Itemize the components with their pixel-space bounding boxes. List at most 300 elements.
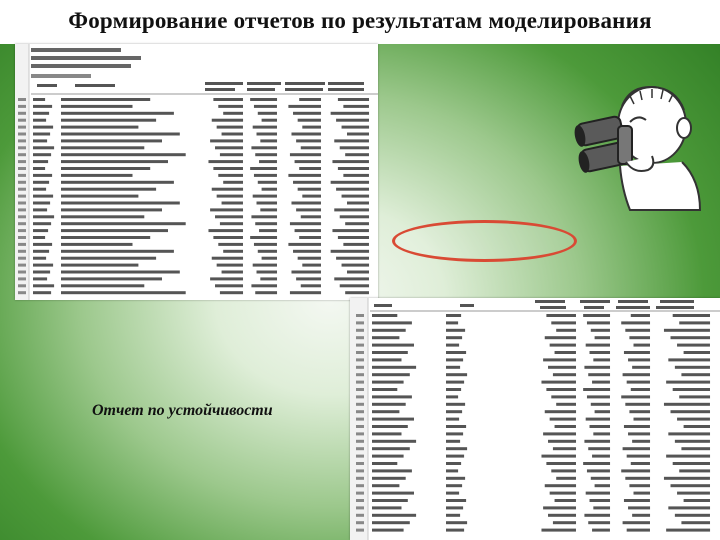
cell-text-mark: [298, 257, 321, 260]
cell-text-mark: [631, 388, 650, 391]
cell-text-mark: [331, 181, 369, 184]
cell-text-mark: [296, 139, 321, 142]
cell-text-mark: [343, 105, 369, 108]
cell-text-mark: [372, 373, 410, 376]
cell-text-mark: [259, 160, 277, 163]
cell-text-mark: [556, 329, 576, 332]
cell-text-mark: [372, 381, 404, 384]
cell-text-mark: [299, 236, 321, 239]
cell-text-mark: [666, 455, 710, 458]
cell-text-mark: [302, 195, 321, 198]
cell-text-mark: [33, 229, 48, 232]
cell-text-mark: [545, 484, 576, 487]
row-number-mark: [356, 351, 364, 354]
cell-text-mark: [299, 167, 321, 170]
cell-text-mark: [553, 447, 576, 450]
cell-text-mark: [627, 529, 650, 532]
cell-text-mark: [556, 403, 576, 406]
cell-text-mark: [210, 277, 243, 280]
cell-text-mark: [258, 250, 277, 253]
cell-text-mark: [591, 329, 610, 332]
cell-text-mark: [634, 344, 651, 347]
row-number-mark: [18, 174, 26, 177]
row-number-mark: [356, 410, 364, 413]
cell-text-mark: [372, 484, 399, 487]
cell-text-mark: [302, 264, 321, 267]
cell-text-mark: [345, 222, 369, 225]
cell-text-mark: [33, 215, 54, 218]
cell-text-mark: [372, 366, 416, 369]
cell-text-mark: [629, 410, 650, 413]
cell-text-mark: [262, 188, 277, 191]
cell-text-mark: [251, 284, 277, 287]
row-number-mark: [18, 291, 26, 294]
row-number-mark: [356, 366, 364, 369]
cell-text-mark: [590, 499, 611, 502]
cell-text-mark: [555, 499, 576, 502]
cell-text-mark: [627, 455, 650, 458]
cell-text-mark: [675, 440, 710, 443]
row-number-mark: [356, 329, 364, 332]
cell-text-mark: [262, 257, 277, 260]
cell-text-mark: [288, 105, 321, 108]
cell-text-mark: [628, 432, 650, 435]
cell-text-mark: [251, 215, 277, 218]
row-number-mark: [18, 188, 26, 191]
cell-text-mark: [250, 167, 277, 170]
cell-text-mark: [336, 119, 369, 122]
cell-text-mark: [671, 484, 711, 487]
cell-text-mark: [296, 277, 321, 280]
cell-text-mark: [372, 514, 416, 517]
cell-text-mark: [664, 403, 710, 406]
cell-text-mark: [61, 208, 162, 211]
cell-text-mark: [624, 425, 650, 428]
cell-text-mark: [546, 462, 576, 465]
cell-text-mark: [220, 153, 243, 156]
cell-text-mark: [61, 229, 168, 232]
cell-text-mark: [627, 381, 650, 384]
cell-text-mark: [446, 529, 464, 532]
cell-text-mark: [254, 174, 277, 177]
cell-text-mark: [218, 243, 243, 246]
cell-text-mark: [336, 188, 369, 191]
row-number-mark: [18, 243, 26, 246]
cell-text-mark: [61, 236, 150, 239]
cell-text-mark: [298, 119, 321, 122]
row-number-mark: [356, 484, 364, 487]
cell-text-mark: [61, 215, 144, 218]
cell-text-mark: [587, 321, 610, 324]
row-number-mark: [356, 447, 364, 450]
cell-text-mark: [446, 381, 464, 384]
row-number-mark: [18, 98, 26, 101]
cell-text-mark: [340, 146, 369, 149]
cell-text-mark: [551, 395, 576, 398]
cell-text-mark: [446, 410, 462, 413]
cell-text-mark: [372, 506, 402, 509]
cell-text-mark: [593, 432, 610, 435]
cell-text-mark: [33, 257, 46, 260]
cell-text-mark: [550, 344, 576, 347]
cell-text-mark: [343, 174, 369, 177]
cell-text-mark: [550, 418, 576, 421]
cell-text-mark: [446, 514, 460, 517]
cell-text-mark: [33, 160, 48, 163]
cell-text-mark: [543, 358, 576, 361]
cell-text-mark: [679, 395, 710, 398]
cell-text-mark: [634, 492, 651, 495]
cell-text-mark: [372, 455, 404, 458]
cell-text-mark: [446, 336, 462, 339]
cell-text-mark: [591, 403, 610, 406]
cell-text-mark: [586, 492, 610, 495]
cell-text-mark: [61, 181, 174, 184]
cell-text-mark: [446, 358, 463, 361]
cell-text-mark: [33, 174, 52, 177]
cell-text-mark: [372, 418, 414, 421]
row-number-mark: [356, 499, 364, 502]
cell-text-mark: [33, 98, 45, 101]
cell-text-mark: [446, 455, 464, 458]
cell-text-mark: [446, 506, 463, 509]
cell-text-mark: [546, 388, 576, 391]
cell-text-mark: [446, 351, 466, 354]
cell-text-mark: [338, 98, 369, 101]
cell-text-mark: [212, 119, 243, 122]
cell-text-mark: [215, 215, 243, 218]
row-number-mark: [18, 153, 26, 156]
row-number-mark: [356, 469, 364, 472]
cell-text-mark: [342, 195, 370, 198]
cell-text-mark: [623, 447, 650, 450]
cell-text-mark: [290, 291, 321, 294]
cell-text-mark: [340, 215, 369, 218]
cell-text-mark: [590, 351, 611, 354]
cell-text-mark: [61, 167, 150, 170]
row-number-mark: [18, 236, 26, 239]
cell-text-mark: [213, 236, 243, 239]
row-number-mark: [18, 119, 26, 122]
cell-text-mark: [677, 418, 710, 421]
cell-text-mark: [61, 105, 133, 108]
cell-text-mark: [446, 492, 459, 495]
cell-text-mark: [251, 146, 277, 149]
cell-text-mark: [592, 455, 610, 458]
cell-text-mark: [222, 133, 243, 136]
cell-text-mark: [666, 381, 710, 384]
cell-text-mark: [345, 291, 369, 294]
row-number-mark: [18, 105, 26, 108]
cell-text-mark: [684, 425, 710, 428]
row-number-mark: [356, 425, 364, 428]
cell-text-mark: [446, 447, 467, 450]
cell-text-mark: [592, 381, 610, 384]
cell-text-mark: [372, 529, 404, 532]
cell-text-mark: [33, 188, 46, 191]
cell-text-mark: [254, 243, 277, 246]
slide-title: Формирование отчетов по результатам моделирования: [68, 8, 652, 33]
cell-text-mark: [33, 195, 53, 198]
results-rows-graphic: [350, 298, 720, 540]
cell-text-mark: [621, 395, 650, 398]
cell-text-mark: [301, 284, 321, 287]
cell-text-mark: [372, 358, 402, 361]
cell-text-mark: [673, 314, 710, 317]
cell-text-mark: [372, 462, 397, 465]
cell-text-mark: [632, 366, 650, 369]
cell-text-mark: [290, 153, 321, 156]
cell-text-mark: [61, 264, 138, 267]
cell-text-mark: [372, 469, 412, 472]
cell-text-mark: [212, 257, 243, 260]
cell-text-mark: [33, 250, 49, 253]
cell-text-mark: [293, 181, 321, 184]
cell-text-mark: [215, 146, 243, 149]
cell-text-mark: [334, 277, 369, 280]
cell-text-mark: [372, 336, 399, 339]
cell-text-mark: [33, 153, 51, 156]
cell-text-mark: [675, 366, 710, 369]
cell-text-mark: [668, 506, 710, 509]
cell-text-mark: [291, 271, 321, 274]
cell-text-mark: [257, 133, 278, 136]
cell-text-mark: [215, 284, 243, 287]
cell-text-mark: [61, 284, 144, 287]
spreadsheet-rows-graphic: [15, 44, 378, 300]
cell-text-mark: [208, 160, 243, 163]
cell-text-mark: [33, 202, 50, 205]
cell-text-mark: [446, 395, 458, 398]
cell-text-mark: [584, 514, 610, 517]
cell-text-mark: [347, 271, 369, 274]
cell-text-mark: [446, 366, 460, 369]
cell-text-mark: [253, 126, 277, 129]
row-number-mark: [18, 133, 26, 136]
cell-text-mark: [446, 314, 461, 317]
cell-text-mark: [255, 291, 277, 294]
cell-text-mark: [631, 314, 650, 317]
row-number-mark: [18, 264, 26, 267]
cell-text-mark: [61, 271, 180, 274]
cell-text-mark: [33, 222, 51, 225]
cell-text-mark: [33, 208, 47, 211]
cell-text-mark: [664, 477, 710, 480]
cell-text-mark: [548, 366, 576, 369]
cell-text-mark: [342, 264, 370, 267]
row-number-mark: [356, 381, 364, 384]
cell-text-mark: [550, 492, 576, 495]
cell-text-mark: [33, 146, 54, 149]
cell-text-mark: [553, 373, 576, 376]
highlight-oval: [392, 220, 577, 262]
cell-text-mark: [372, 521, 410, 524]
row-number-mark: [18, 202, 26, 205]
cell-text-mark: [262, 119, 277, 122]
row-number-mark: [356, 314, 364, 317]
row-number-mark: [356, 373, 364, 376]
cell-text-mark: [632, 514, 650, 517]
cell-text-mark: [295, 229, 321, 232]
row-number-mark: [18, 112, 26, 115]
cell-text-mark: [595, 336, 610, 339]
row-number-mark: [356, 506, 364, 509]
cell-text-mark: [446, 373, 467, 376]
cell-text-mark: [372, 440, 416, 443]
cell-text-mark: [296, 208, 321, 211]
results-table-screenshot: [350, 298, 720, 540]
row-number-mark: [18, 271, 26, 274]
row-number-mark: [356, 336, 364, 339]
row-number-mark: [356, 492, 364, 495]
cell-text-mark: [673, 462, 710, 465]
cell-text-mark: [543, 432, 576, 435]
cell-text-mark: [590, 425, 611, 428]
cell-text-mark: [61, 174, 133, 177]
cell-text-mark: [629, 336, 650, 339]
row-number-mark: [356, 418, 364, 421]
cell-text-mark: [299, 98, 321, 101]
cell-text-mark: [347, 133, 369, 136]
cell-text-mark: [628, 506, 650, 509]
cell-text-mark: [546, 314, 576, 317]
cell-text-mark: [624, 499, 650, 502]
cell-text-mark: [668, 432, 710, 435]
cell-text-mark: [222, 271, 243, 274]
cell-text-mark: [295, 160, 321, 163]
cell-text-mark: [288, 174, 321, 177]
cell-text-mark: [584, 366, 610, 369]
cell-text-mark: [666, 529, 710, 532]
cell-text-mark: [213, 98, 243, 101]
cell-text-mark: [33, 126, 53, 129]
cell-text-mark: [217, 126, 243, 129]
row-number-mark: [18, 284, 26, 287]
row-number-mark: [356, 514, 364, 517]
cell-text-mark: [223, 181, 243, 184]
cell-text-mark: [583, 314, 610, 317]
cell-text-mark: [338, 167, 369, 170]
cell-text-mark: [291, 133, 321, 136]
cell-text-mark: [551, 321, 576, 324]
cell-text-mark: [33, 112, 49, 115]
row-number-mark: [18, 277, 26, 280]
cell-text-mark: [555, 425, 576, 428]
cell-text-mark: [446, 462, 461, 465]
binoculars-icon: [560, 70, 710, 220]
cell-text-mark: [372, 425, 408, 428]
cell-text-mark: [628, 358, 650, 361]
cell-text-mark: [254, 105, 277, 108]
cell-text-mark: [222, 202, 243, 205]
cell-text-mark: [253, 264, 277, 267]
row-number-mark: [18, 229, 26, 232]
cell-text-mark: [33, 264, 53, 267]
cell-text-mark: [290, 222, 321, 225]
cell-text-mark: [372, 447, 410, 450]
cell-text-mark: [33, 271, 50, 274]
cell-text-mark: [625, 477, 650, 480]
cell-text-mark: [372, 344, 414, 347]
cell-text-mark: [61, 98, 150, 101]
row-number-mark: [356, 521, 364, 524]
cell-text-mark: [291, 202, 321, 205]
cell-text-mark: [623, 373, 650, 376]
cell-text-mark: [61, 160, 168, 163]
row-number-mark: [18, 208, 26, 211]
cell-text-mark: [331, 250, 369, 253]
cell-text-mark: [258, 112, 277, 115]
cell-text-mark: [220, 222, 243, 225]
row-number-mark: [18, 181, 26, 184]
cell-text-mark: [623, 521, 650, 524]
row-number-mark: [18, 195, 26, 198]
cell-text-mark: [260, 208, 277, 211]
cell-text-mark: [33, 284, 54, 287]
cell-text-mark: [61, 202, 180, 205]
row-number-mark: [18, 250, 26, 253]
cell-text-mark: [591, 477, 610, 480]
cell-text-mark: [593, 358, 610, 361]
row-number-mark: [18, 126, 26, 129]
cell-text-mark: [668, 358, 710, 361]
cell-text-mark: [33, 243, 52, 246]
sensitivity-report-screenshot: [15, 44, 378, 300]
cell-text-mark: [446, 477, 465, 480]
cell-text-mark: [446, 388, 461, 391]
cell-text-mark: [331, 112, 369, 115]
cell-text-mark: [583, 388, 610, 391]
row-number-mark: [18, 167, 26, 170]
cell-text-mark: [372, 395, 412, 398]
cell-text-mark: [210, 139, 243, 142]
cell-text-mark: [673, 388, 710, 391]
cell-text-mark: [33, 139, 47, 142]
cell-text-mark: [340, 284, 369, 287]
cell-text-mark: [679, 321, 710, 324]
cell-text-mark: [446, 403, 465, 406]
cell-text-mark: [372, 477, 406, 480]
cell-text-mark: [681, 447, 710, 450]
cell-text-mark: [61, 153, 186, 156]
cell-text-mark: [61, 222, 186, 225]
row-number-mark: [356, 477, 364, 480]
cell-text-mark: [593, 506, 610, 509]
cell-text-mark: [684, 351, 710, 354]
cell-text-mark: [446, 521, 467, 524]
cell-text-mark: [338, 236, 369, 239]
cell-text-mark: [260, 277, 277, 280]
cell-text-mark: [343, 243, 369, 246]
cell-text-mark: [218, 105, 243, 108]
cell-text-mark: [684, 499, 710, 502]
cell-text-mark: [334, 208, 369, 211]
cell-text-mark: [33, 119, 46, 122]
cell-text-mark: [621, 469, 650, 472]
cell-text-mark: [253, 195, 277, 198]
cell-text-mark: [677, 492, 710, 495]
cell-text-mark: [592, 529, 610, 532]
row-number-mark: [356, 529, 364, 532]
cell-text-mark: [586, 344, 610, 347]
cell-text-mark: [347, 202, 369, 205]
cell-text-mark: [258, 181, 277, 184]
cell-text-mark: [671, 410, 711, 413]
cell-text-mark: [336, 257, 369, 260]
row-number-mark: [18, 257, 26, 260]
cell-text-mark: [372, 388, 397, 391]
row-number-mark: [18, 160, 26, 163]
